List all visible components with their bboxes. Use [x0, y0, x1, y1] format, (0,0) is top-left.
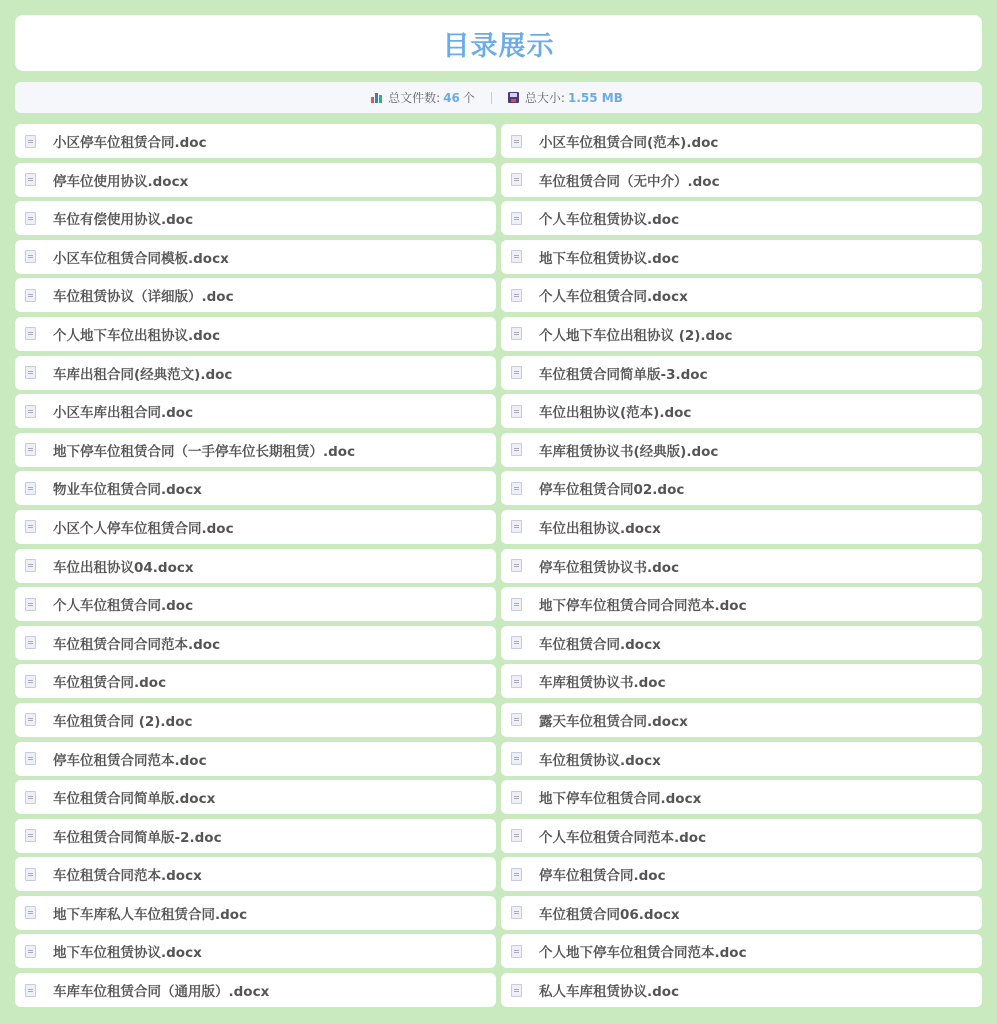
- file-name: 车库租赁协议书.doc: [539, 675, 666, 692]
- file-name: 小区车库出租合同.doc: [53, 405, 194, 422]
- file-name: 车位租赁合同 (2).doc: [53, 713, 193, 730]
- file-item[interactable]: [501, 471, 982, 505]
- file-item[interactable]: [15, 394, 496, 428]
- document-icon: [25, 713, 36, 726]
- file-name: 地下停车位租赁合同.docx: [539, 791, 702, 808]
- document-icon: [511, 443, 522, 456]
- file-item[interactable]: [501, 433, 982, 467]
- file-name: 私人车库租赁协议.doc: [539, 984, 680, 1001]
- file-name: 地下车位租赁协议.doc: [539, 250, 680, 267]
- file-name: 车位租赁合同简单版-2.doc: [53, 829, 222, 846]
- file-name: 车库租赁协议书(经典版).doc: [539, 443, 719, 460]
- document-icon: [25, 675, 36, 688]
- document-icon: [25, 868, 36, 881]
- file-item[interactable]: [15, 278, 496, 312]
- document-icon: [511, 945, 522, 958]
- file-item[interactable]: [501, 664, 982, 698]
- file-name: 车位出租协议(范本).doc: [539, 405, 692, 422]
- document-icon: [511, 829, 522, 842]
- file-item[interactable]: [15, 587, 496, 621]
- file-list: [15, 124, 982, 1007]
- file-item[interactable]: [15, 626, 496, 660]
- document-icon: [511, 135, 522, 148]
- file-name: 地下停车位租赁合同合同范本.doc: [539, 598, 747, 615]
- document-icon: [511, 713, 522, 726]
- file-name: 地下车库私人车位租赁合同.doc: [53, 906, 248, 923]
- document-icon: [25, 482, 36, 495]
- file-item[interactable]: [501, 934, 982, 968]
- total-size-value: 1.55 MB: [567, 90, 623, 105]
- document-icon: [25, 212, 36, 225]
- file-name: 小区车位租赁合同模板.docx: [53, 250, 229, 267]
- document-icon: [511, 791, 522, 804]
- file-name: 个人车位租赁合同.doc: [53, 598, 194, 615]
- file-item[interactable]: [501, 780, 982, 814]
- document-icon: [25, 636, 36, 649]
- file-name: 露天车位租赁合同.docx: [539, 713, 688, 730]
- directory-page: [15, 15, 982, 1007]
- file-name: 停车位租赁合同范本.doc: [53, 752, 207, 769]
- document-icon: [511, 327, 522, 340]
- document-icon: [25, 559, 36, 572]
- document-icon: [25, 135, 36, 148]
- document-icon: [511, 212, 522, 225]
- file-name: 车库出租合同(经典范文).doc: [53, 366, 233, 383]
- document-icon: [511, 675, 522, 688]
- file-item[interactable]: [501, 510, 982, 544]
- file-item[interactable]: [501, 587, 982, 621]
- file-item[interactable]: [15, 317, 496, 351]
- document-icon: [25, 327, 36, 340]
- document-icon: [511, 636, 522, 649]
- file-count-label: 总文件数:: [388, 91, 441, 105]
- page-title: 目录展示: [442, 30, 555, 62]
- file-item[interactable]: [15, 433, 496, 467]
- document-icon: [25, 752, 36, 765]
- file-item[interactable]: [501, 356, 982, 390]
- file-item[interactable]: [15, 549, 496, 583]
- file-name: 车库车位租赁合同（通用版）.docx: [53, 984, 270, 1001]
- file-item[interactable]: [15, 857, 496, 891]
- file-item[interactable]: [501, 973, 982, 1007]
- document-icon: [25, 173, 36, 186]
- file-item[interactable]: [501, 819, 982, 853]
- file-item[interactable]: [15, 934, 496, 968]
- document-icon: [25, 520, 36, 533]
- file-name: 停车位租赁合同02.doc: [539, 482, 685, 499]
- file-item[interactable]: [501, 857, 982, 891]
- file-name: 车位有偿使用协议.doc: [53, 212, 194, 229]
- document-icon: [511, 752, 522, 765]
- file-name: 车位租赁合同范本.docx: [53, 868, 202, 885]
- document-icon: [511, 906, 522, 919]
- floppy-disk-icon: [508, 92, 519, 103]
- file-name: 车位租赁合同.docx: [539, 636, 661, 653]
- file-item[interactable]: [15, 510, 496, 544]
- document-icon: [25, 405, 36, 418]
- file-item[interactable]: [15, 973, 496, 1007]
- file-item[interactable]: [15, 124, 496, 158]
- file-name: 停车位租赁合同.doc: [539, 868, 666, 885]
- file-name: 地下停车位租赁合同（一手停车位长期租赁）.doc: [53, 443, 356, 460]
- file-item[interactable]: [501, 626, 982, 660]
- file-name: 车位租赁合同06.docx: [539, 906, 680, 923]
- file-item[interactable]: [15, 742, 496, 776]
- document-icon: [511, 868, 522, 881]
- file-name: 小区停车位租赁合同.doc: [53, 135, 207, 151]
- stats-divider: [491, 92, 492, 104]
- document-icon: [25, 984, 36, 997]
- file-item[interactable]: [15, 780, 496, 814]
- total-size-label: 总大小:: [524, 91, 565, 105]
- file-item[interactable]: [15, 471, 496, 505]
- file-item[interactable]: [501, 201, 982, 235]
- document-icon: [25, 289, 36, 302]
- file-count-stat: [371, 89, 475, 106]
- document-icon: [511, 598, 522, 611]
- file-item[interactable]: [501, 317, 982, 351]
- document-icon: [511, 559, 522, 572]
- document-icon: [25, 443, 36, 456]
- document-icon: [25, 598, 36, 611]
- file-name: 车位租赁合同.doc: [53, 675, 167, 692]
- header: [15, 15, 982, 71]
- document-icon: [25, 945, 36, 958]
- file-name: 个人地下车位出租协议 (2).doc: [539, 327, 733, 344]
- file-item[interactable]: [501, 163, 982, 197]
- document-icon: [25, 366, 36, 379]
- file-name: 地下车位租赁协议.docx: [53, 945, 202, 962]
- file-name: 个人地下停车位租赁合同范本.doc: [539, 945, 747, 962]
- file-item[interactable]: [15, 163, 496, 197]
- file-item[interactable]: [501, 278, 982, 312]
- file-item[interactable]: [501, 240, 982, 274]
- file-name: 车位租赁合同（无中介）.doc: [539, 173, 720, 190]
- document-icon: [25, 906, 36, 919]
- file-name: 个人车位租赁协议.doc: [539, 212, 680, 229]
- file-item[interactable]: [501, 742, 982, 776]
- file-item[interactable]: [501, 703, 982, 737]
- file-name: 车位租赁合同简单版.docx: [53, 791, 216, 808]
- file-name: 物业车位租赁合同.docx: [53, 482, 202, 499]
- document-icon: [25, 250, 36, 263]
- document-icon: [511, 289, 522, 302]
- file-name: 停车位使用协议.docx: [53, 173, 189, 190]
- document-icon: [25, 829, 36, 842]
- file-name: 小区车位租赁合同(范本).doc: [539, 135, 719, 151]
- stats-bar: [15, 82, 982, 113]
- file-name: 车位出租协议.docx: [539, 520, 661, 537]
- file-item[interactable]: [15, 896, 496, 930]
- file-item[interactable]: [501, 124, 982, 158]
- file-item[interactable]: [15, 664, 496, 698]
- file-name: 个人地下车位出租协议.doc: [53, 327, 221, 344]
- bar-chart-icon: [371, 92, 383, 103]
- document-icon: [511, 520, 522, 533]
- file-name: 车位租赁合同简单版-3.doc: [539, 366, 708, 383]
- file-item[interactable]: [15, 240, 496, 274]
- file-name: 车位租赁协议.docx: [539, 752, 661, 769]
- file-name: 车位租赁合同合同范本.doc: [53, 636, 221, 653]
- file-name: 车位出租协议04.docx: [53, 559, 194, 576]
- file-item[interactable]: [15, 201, 496, 235]
- total-size-stat: [508, 89, 626, 106]
- file-name: 车位租赁协议（详细版）.doc: [53, 289, 234, 306]
- file-count-value: 46: [443, 90, 460, 105]
- document-icon: [511, 173, 522, 186]
- file-name: 停车位租赁协议书.doc: [539, 559, 680, 576]
- file-name: 个人车位租赁合同.docx: [539, 289, 688, 306]
- file-item[interactable]: [501, 896, 982, 930]
- file-item[interactable]: [501, 549, 982, 583]
- file-name: 个人车位租赁合同范本.doc: [539, 829, 707, 846]
- file-name: 小区个人停车位租赁合同.doc: [53, 520, 234, 537]
- file-item[interactable]: [15, 703, 496, 737]
- document-icon: [25, 791, 36, 804]
- document-icon: [511, 250, 522, 263]
- document-icon: [511, 482, 522, 495]
- document-icon: [511, 366, 522, 379]
- file-count-unit: 个: [462, 91, 475, 105]
- document-icon: [511, 984, 522, 997]
- file-item[interactable]: [15, 356, 496, 390]
- file-item[interactable]: [15, 819, 496, 853]
- file-item[interactable]: [501, 394, 982, 428]
- document-icon: [511, 405, 522, 418]
